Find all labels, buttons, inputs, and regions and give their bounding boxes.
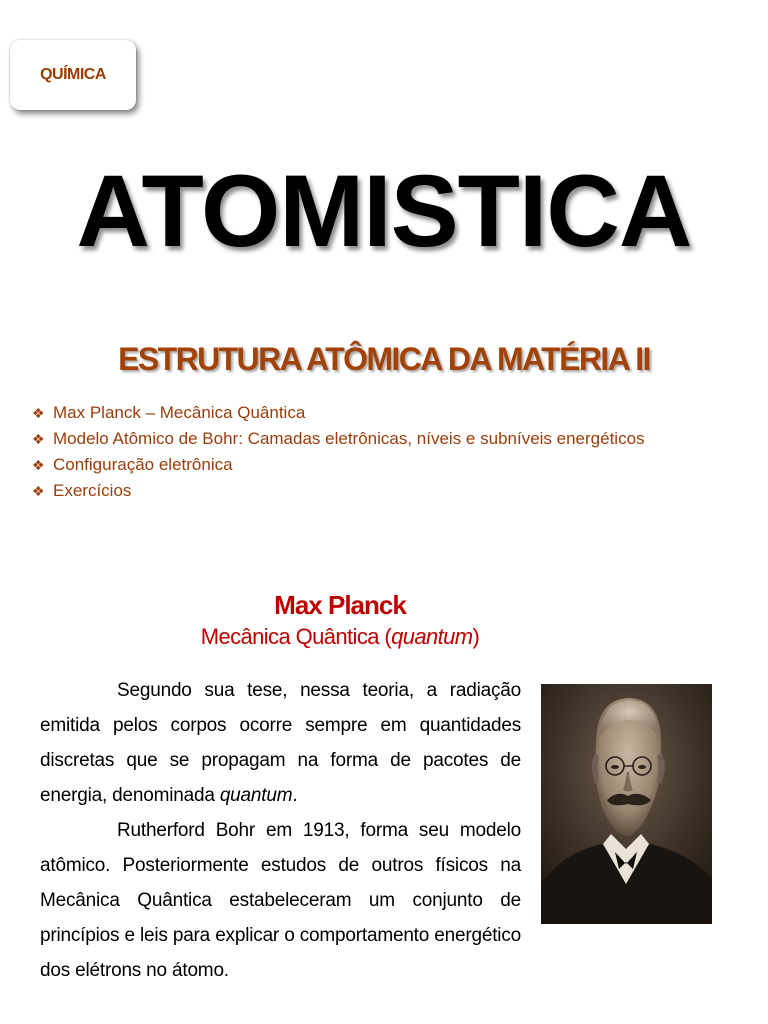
topic-label: Exercícios: [53, 481, 132, 500]
max-planck-portrait: [541, 684, 712, 924]
portrait-eye-right: [638, 765, 646, 769]
section-subtitle: [0, 624, 680, 650]
paragraph-1-end: .: [292, 785, 298, 806]
subject-badge: [10, 40, 136, 110]
diamond-bullet-icon: ❖: [32, 483, 45, 499]
portrait-illustration: [541, 684, 712, 924]
paragraph-1-italic: quantum: [219, 785, 293, 806]
topic-item: [32, 426, 645, 452]
topics-list: [32, 400, 645, 504]
body-text: [40, 673, 521, 988]
section-subtitle-suffix: ): [472, 624, 480, 649]
diamond-bullet-icon: ❖: [32, 431, 45, 447]
portrait-eye-left: [611, 765, 619, 769]
diamond-bullet-icon: ❖: [32, 457, 45, 473]
main-title: ATOMISTICA: [76, 154, 692, 268]
subject-badge-label: QUÍMICA: [40, 66, 106, 83]
topic-item: [32, 400, 645, 426]
section-title: Max Planck: [274, 590, 406, 620]
main-subtitle: ESTRUTURA ATÔMICA DA MATÉRIA II: [118, 341, 650, 377]
section-subtitle-prefix: Mecânica Quântica (: [200, 624, 392, 649]
topic-label: Configuração eletrônica: [53, 455, 233, 474]
topic-label: Modelo Atômico de Bohr: Camadas eletrônicas, níveis e subníveis energéticos: [53, 429, 645, 448]
paragraph-1-text: Segundo sua tese, nessa teoria, a radiação emitida pelos corpos ocorre sempre em quantidades discretas que se propagam na forma de pacotes de energia, denominada: [40, 680, 521, 806]
paragraph-1: [40, 673, 521, 813]
topic-item: [32, 452, 645, 478]
topic-label: Max Planck – Mecânica Quântica: [53, 403, 306, 422]
topic-item: [32, 478, 645, 504]
section-subtitle-italic: quantum: [391, 624, 473, 649]
paragraph-2: Rutherford Bohr em 1913, forma seu modelo atômico. Posteriormente estudos de outros físicos na Mecânica Quântica estabeleceram um conjunto de princípios e leis para explicar o comportamento energético dos elétrons no átomo.: [40, 820, 521, 981]
diamond-bullet-icon: ❖: [32, 405, 45, 421]
